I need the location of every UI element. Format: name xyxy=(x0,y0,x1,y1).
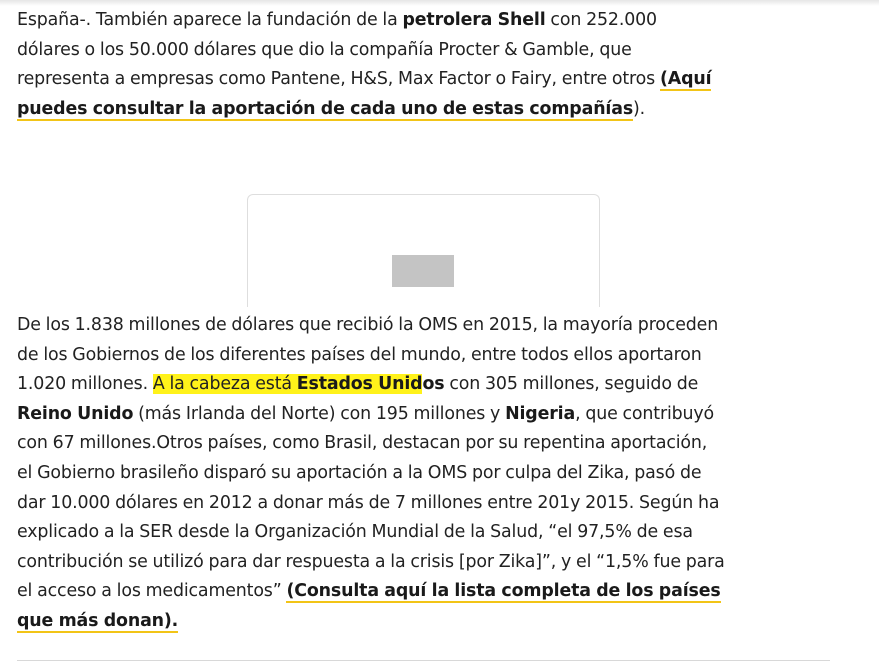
text-line xyxy=(17,6,847,36)
text-line: De los 1.838 millones de dólares que recibió la OMS en 2015, la mayoría proceden xyxy=(17,315,719,335)
companies-contribution-link[interactable]: (Aquí xyxy=(659,69,712,90)
text-line xyxy=(17,95,847,125)
text-line xyxy=(17,370,847,400)
text-run: España-. También aparece la fundación de la xyxy=(17,10,403,30)
bold-shell: petrolera Shell xyxy=(402,10,546,30)
text-line: con 67 millones.Otros países, como Brasil, destacan por su repentina aportación, xyxy=(17,433,708,454)
text-run: ). xyxy=(633,98,646,119)
bold-nigeria: Nigeria xyxy=(505,403,576,424)
text-run: representa a empresas como Pantene, H&S, Max Factor o Fairy, entre otros xyxy=(17,69,660,90)
text-run: (más Irlanda del Norte) con 195 millones y xyxy=(133,403,506,424)
article-paragraph-contributions xyxy=(17,6,847,124)
article-paragraph-oms-funding xyxy=(17,311,847,637)
companies-contribution-link-cont[interactable]: puedes consultar la aportación de cada uno de estas compañías xyxy=(17,98,634,119)
text-line xyxy=(17,400,847,430)
embedded-content-frame[interactable] xyxy=(247,194,600,307)
text-line: contribución se utilizó para dar respuesta a la crisis [por Zika]”, y el “1,5% fue para xyxy=(17,551,725,572)
section-divider xyxy=(17,660,830,661)
text-line: dar 10.000 dólares en 2012 a donar más de 7 millones entre 201y 2015. Según ha xyxy=(17,492,720,513)
text-line: dólares o los 50.000 dólares que dio la compañía Procter & Gamble, que xyxy=(17,39,632,60)
text-line xyxy=(17,607,847,637)
text-run: con 305 millones, seguido de xyxy=(444,374,699,395)
text-run: el acceso a los medicamentos” xyxy=(17,581,287,602)
text-line: el Gobierno brasileño disparó su aportación a la OMS por culpa del Zika, pasó de xyxy=(17,462,702,483)
image-placeholder-icon xyxy=(392,255,454,287)
bold-usa-rest: os xyxy=(422,374,445,395)
countries-list-link[interactable]: (Consulta aquí la lista completa de los países xyxy=(286,581,721,602)
highlighted-text: A la cabeza está xyxy=(152,374,297,395)
text-run: 1.020 millones. xyxy=(17,374,153,395)
text-run: con 252.000 xyxy=(545,10,657,30)
countries-list-link-cont[interactable]: que más donan). xyxy=(17,610,179,631)
highlighted-bold-usa: Estados Unid xyxy=(296,374,423,395)
text-line xyxy=(17,65,847,95)
text-line xyxy=(17,577,847,607)
bold-uk: Reino Unido xyxy=(17,403,134,424)
text-run: , que contribuyó xyxy=(575,403,715,424)
text-line: de los Gobiernos de los diferentes países del mundo, entre todos ellos aportaron xyxy=(17,344,702,365)
text-line: explicado a la SER desde la Organización Mundial de la Salud, “el 97,5% de esa xyxy=(17,522,693,543)
